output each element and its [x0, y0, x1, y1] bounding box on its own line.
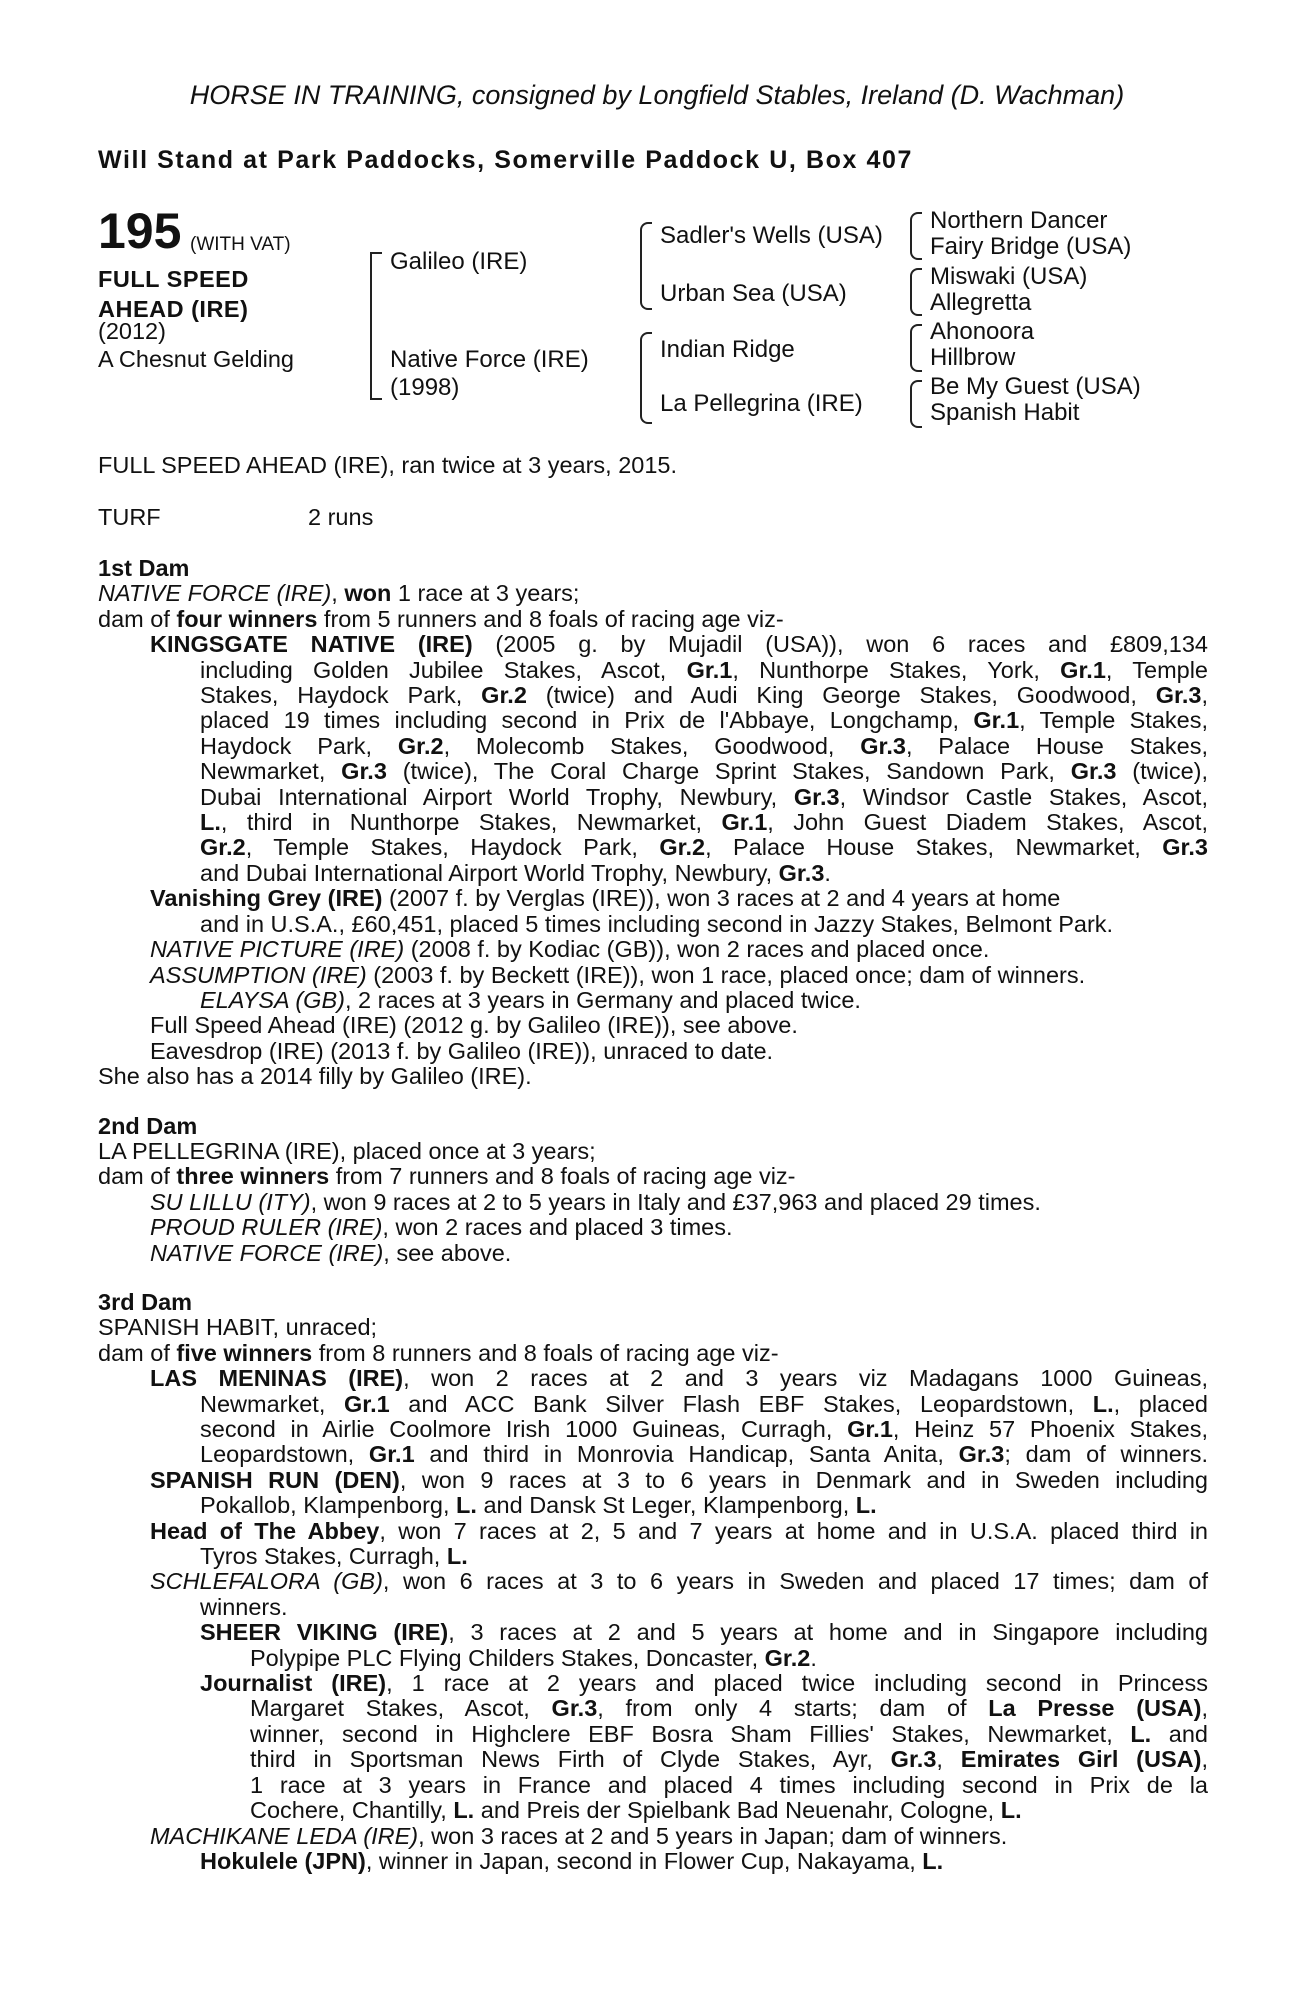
text: (2007 f. by Verglas (IRE)), won 3 races at 2 and 4 years at home [382, 885, 1061, 912]
grade: Gr.2 [481, 682, 527, 709]
grade: Gr.1 [343, 1390, 390, 1417]
produce-spanish-run [98, 1468, 1208, 1493]
horse-name: SCHLEFALORA (GB) [150, 1568, 383, 1595]
text: 1 race at 3 years; [391, 580, 580, 607]
dam1-produce-line [98, 607, 1208, 632]
grade: L. [1130, 1720, 1152, 1747]
text: , Temple Stakes, [1019, 707, 1209, 734]
text: third in Sportsman News Firth of Clyde Stakes, Ayr, [250, 1746, 891, 1773]
grade: Gr.2 [200, 834, 246, 861]
text: , [1201, 1695, 1208, 1722]
grade: Gr.3 [778, 859, 825, 886]
sire-dam: Urban Sea (USA) [660, 280, 847, 307]
grade: Gr.1 [847, 1416, 893, 1442]
grade: Gr.3 [341, 758, 387, 785]
dam-dam: La Pellegrina (IRE) [660, 390, 863, 417]
text: dam of [98, 1339, 177, 1366]
text: second in Airlie Coolmore Irish 1000 Guineas, Curragh, [200, 1416, 848, 1442]
horse-name: MACHIKANE LEDA (IRE) [150, 1822, 419, 1849]
produce-full-speed-ahead: Full Speed Ahead (IRE) (2012 g. by Galileo (IRE)), see above. [150, 1012, 798, 1039]
produce-journalist [98, 1671, 1208, 1696]
dam2-heading: 2nd Dam [98, 1112, 198, 1139]
pedigree-brace-dd [910, 380, 922, 428]
text: Tyros Stakes, Curragh, [200, 1543, 447, 1570]
text: , Temple [1105, 656, 1209, 683]
text: , Palace House Stakes, [905, 732, 1208, 759]
text-line [98, 1747, 1208, 1772]
dam3-line: SPANISH HABIT, unraced; [98, 1314, 378, 1341]
produce-native-force [98, 1241, 1208, 1266]
text: Leopardstown, [200, 1441, 369, 1468]
turf-label: TURF [98, 504, 161, 530]
produce-native-picture [98, 937, 1208, 962]
text: , Temple Stakes, Haydock Park, [245, 834, 660, 861]
text: three winners [176, 1163, 330, 1190]
text-line [98, 708, 1208, 733]
text: ; dam of winners. [1004, 1441, 1208, 1468]
stand-location: Will Stand at Park Paddocks, Somerville Paddock U, Box 407 [98, 146, 914, 174]
text: Polypipe PLC Flying Childers Stakes, Doncaster, [250, 1644, 765, 1671]
text: , won 2 races and placed 3 times. [382, 1214, 733, 1241]
text-line [98, 1544, 1208, 1569]
text-line [98, 785, 1208, 810]
pedigree-brace-dam [640, 332, 652, 424]
pedigree-brace-gen1 [370, 252, 382, 400]
produce-proud-ruler [98, 1215, 1208, 1240]
horse-name: NATIVE PICTURE (IRE) [150, 936, 405, 963]
text: , Windsor Castle Stakes, Ascot, [839, 783, 1208, 810]
text: , Nunthorpe Stakes, York, [732, 656, 1061, 683]
sd-sire: Miswaki (USA) [930, 263, 1088, 290]
text: (twice), [1116, 758, 1209, 785]
grade: Gr.1 [973, 707, 1020, 734]
text: from 5 runners and 8 foals of racing age viz- [317, 605, 784, 632]
text: from 8 runners and 8 foals of racing age viz- [312, 1339, 779, 1366]
text: (2008 f. by Kodiac (GB)), won 2 races and placed once. [404, 936, 990, 963]
text: (twice) and Audi King George Stakes, Goodwood, [526, 682, 1156, 709]
text: , won 9 races at 2 to 5 years in Italy and £37,963 and placed 29 times. [310, 1188, 1041, 1215]
text: Dubai International Airport World Trophy, Newbury, [200, 783, 794, 810]
text: , [936, 1746, 961, 1773]
ds-dam: Hillbrow [930, 344, 1016, 371]
grade: L. [1092, 1390, 1114, 1417]
grade: Gr.3 [958, 1441, 1005, 1468]
grade: Gr.3 [860, 732, 906, 759]
text: , Heinz 57 Phoenix Stakes, [892, 1416, 1208, 1442]
text: placed 19 times including second in Prix de l'Abbaye, Longchamp, [200, 707, 974, 734]
text-line [98, 1493, 1208, 1518]
dam1-line [98, 581, 1208, 606]
text: , won 7 races at 2, 5 and 7 years at home and in U.S.A. placed third in [379, 1517, 1208, 1544]
text: , Molecomb Stakes, Goodwood, [443, 732, 861, 759]
text: , won 9 races at 3 to 6 years in Denmark and in Sweden including [399, 1466, 1209, 1493]
turf-runs: 2 runs [308, 504, 374, 530]
catalogue-body [98, 556, 1208, 1874]
ss-sire: Northern Dancer [930, 207, 1108, 234]
text-line [98, 734, 1208, 759]
produce-elaysa [98, 988, 1208, 1013]
sire-sire: Sadler's Wells (USA) [660, 222, 883, 249]
text-line [98, 1646, 1208, 1671]
produce-hokulele [98, 1849, 1208, 1874]
horse-name-line2: AHEAD (IRE) [98, 296, 249, 322]
text-line [98, 759, 1208, 784]
pedigree-brace-ss [910, 212, 922, 260]
text-line [98, 810, 1208, 835]
text: (2003 f. by Beckett (IRE)), won 1 race, placed once; dam of winners. [366, 961, 1086, 988]
text: and ACC Bank Silver Flash EBF Stakes, Leopardstown, [389, 1390, 1093, 1417]
grade: Gr.2 [659, 834, 706, 861]
text-line [98, 1722, 1208, 1747]
produce-schlefalora [98, 1569, 1208, 1594]
text: . [810, 1644, 817, 1671]
horse-name: Vanishing Grey (IRE) [150, 885, 383, 912]
text-line [98, 1696, 1208, 1721]
text: Margaret Stakes, Ascot, [250, 1695, 552, 1722]
text: dam of [98, 1163, 177, 1190]
dam3-heading: 3rd Dam [98, 1288, 193, 1315]
dd-sire: Be My Guest (USA) [930, 373, 1141, 400]
sire: Galileo (IRE) [390, 248, 528, 275]
produce-eavesdrop: Eavesdrop (IRE) (2013 f. by Galileo (IRE)), unraced to date. [150, 1037, 774, 1064]
horse-name: NATIVE FORCE (IRE) [150, 1239, 384, 1266]
pedigree-brace-sd [910, 268, 922, 316]
text: from 7 runners and 8 foals of racing age viz- [329, 1163, 796, 1190]
horse-name: La Presse (USA) [988, 1695, 1202, 1722]
grade: Gr.1 [368, 1441, 415, 1468]
produce-assumption [98, 963, 1208, 988]
text-line [98, 861, 1208, 886]
dam1-heading: 1st Dam [98, 555, 190, 581]
grade: Gr.3 [1070, 758, 1117, 785]
consignment-line: HORSE IN TRAINING, consigned by Longfield Stables, Ireland (D. Wachman) [189, 80, 1125, 110]
horse-name: SHEER VIKING (IRE) [200, 1619, 449, 1646]
text: , from only 4 starts; dam of [597, 1695, 989, 1722]
dam-sire: Indian Ridge [660, 336, 795, 363]
horse-name: SU LILLU (ITY) [150, 1188, 311, 1215]
text: , see above. [383, 1239, 512, 1266]
grade: Gr.2 [397, 732, 444, 759]
grade: L. [446, 1543, 468, 1570]
horse-name [98, 264, 249, 324]
text: (2005 g. by Mujadil (USA)), won 6 races and £809,134 [472, 631, 1208, 658]
ss-dam: Fairy Bridge (USA) [930, 233, 1132, 260]
vat-note: (WITH VAT) [190, 234, 291, 255]
text-line: 1 race at 3 years in France and placed 4 times including second in Prix de la [250, 1771, 1208, 1798]
pedigree-brace-sire [640, 222, 652, 310]
text-line: winners. [200, 1593, 288, 1620]
dam2-line: LA PELLEGRINA (IRE), placed once at 3 years; [98, 1137, 596, 1164]
text: and [1151, 1720, 1208, 1747]
text: , won 3 races at 2 and 5 years in Japan; dam of winners. [418, 1822, 1008, 1849]
produce-las-meninas [98, 1366, 1208, 1391]
produce-kingsgate-native [98, 632, 1208, 657]
race-summary: FULL SPEED AHEAD (IRE), ran twice at 3 years, 2015. [98, 452, 678, 478]
text: and third in Monrovia Handicap, Santa Anita, [414, 1441, 959, 1468]
grade: L. [453, 1797, 475, 1824]
text: , 2 races at 3 years in Germany and placed twice. [344, 986, 861, 1013]
text: Newmarket, [200, 1390, 344, 1417]
lot-number: 195 [98, 203, 182, 259]
text-line [98, 658, 1208, 683]
text: Haydock Park, [200, 732, 398, 759]
grade: L. [855, 1492, 877, 1519]
text: , winner in Japan, second in Flower Cup, Nakayama, [365, 1847, 923, 1874]
text: Stakes, Haydock Park, [200, 682, 482, 709]
pedigree-brace-ds [910, 324, 922, 372]
text: , 1 race at 2 years and placed twice including second in Princess [386, 1670, 1208, 1697]
text: (twice), The Coral Charge Sprint Stakes, Sandown Park, [386, 758, 1071, 785]
dam-year: (1998) [390, 374, 460, 401]
horse-name: PROUD RULER (IRE) [150, 1214, 383, 1241]
grade: Gr.3 [1162, 834, 1208, 861]
text: and Dubai International Airport World Trophy, Newbury, [200, 859, 779, 886]
text-line [98, 1798, 1208, 1823]
text: , won 2 races at 2 and 3 years viz Madagans 1000 Guineas, [403, 1365, 1208, 1392]
text-line [98, 1392, 1208, 1417]
text: , third in Nunthorpe Stakes, Newmarket, [220, 809, 722, 836]
grade: L. [1000, 1797, 1022, 1824]
text: winner, second in Highclere EBF Bosra Sham Fillies' Stakes, Newmarket, [250, 1720, 1131, 1747]
text: dam of [98, 605, 177, 632]
text-line [98, 683, 1208, 708]
horse-name: SPANISH RUN (DEN) [150, 1466, 400, 1493]
grade: Gr.3 [551, 1695, 598, 1722]
horse-name: LAS MENINAS (IRE) [150, 1365, 404, 1392]
text-line [98, 1442, 1208, 1467]
text-line [98, 1417, 1208, 1442]
horse-name: ELAYSA (GB) [200, 986, 345, 1013]
grade: L. [922, 1847, 944, 1874]
text: , John Guest Diadem Stakes, Ascot, [767, 809, 1208, 836]
horse-description: A Chesnut Gelding [98, 346, 294, 372]
grade: Gr.3 [890, 1746, 937, 1773]
text: , Palace House Stakes, Newmarket, [705, 834, 1163, 861]
grade: Gr.1 [686, 656, 733, 683]
produce-head-of-the-abbey [98, 1519, 1208, 1544]
text: five winners [176, 1339, 313, 1366]
text: , 3 races at 2 and 5 years at home and in Singapore including [448, 1619, 1208, 1646]
dd-dam: Spanish Habit [930, 399, 1080, 426]
text: , [331, 580, 345, 607]
produce-vanishing-grey [98, 886, 1208, 911]
text: and Preis der Spielbank Bad Neuenahr, Cologne, [474, 1797, 1001, 1824]
text: and Dansk St Leger, Klampenborg, [476, 1492, 856, 1519]
horse-name: Hokulele (JPN) [200, 1847, 366, 1874]
text: , placed [1113, 1390, 1208, 1417]
text: four winners [176, 605, 318, 632]
grade: L. [456, 1492, 477, 1519]
text-line: and in U.S.A., £60,451, placed 5 times including second in Jazzy Stakes, Belmont Park. [200, 910, 1114, 937]
text: , won 6 races at 3 to 6 years in Sweden and placed 17 times; dam of [382, 1568, 1208, 1595]
produce-machikane-leda [98, 1824, 1208, 1849]
text: Newmarket, [200, 758, 342, 785]
text: , [1201, 1746, 1208, 1773]
grade: Gr.1 [721, 809, 768, 836]
text: Pokallob, Klampenborg, [200, 1492, 457, 1519]
horse-name: Head of The Abbey [150, 1517, 380, 1544]
grade: Gr.1 [1060, 656, 1106, 683]
text: including Golden Jubilee Stakes, Ascot, [200, 656, 687, 683]
sd-dam: Allegretta [930, 289, 1032, 316]
text: won [344, 580, 392, 607]
text: . [824, 859, 831, 886]
horse-name: ASSUMPTION (IRE) [150, 961, 367, 988]
dam: Native Force (IRE) [390, 346, 589, 373]
dam1-also: She also has a 2014 filly by Galileo (IRE). [98, 1063, 532, 1090]
dam3-produce-line [98, 1341, 1208, 1366]
ds-sire: Ahonoora [930, 318, 1035, 345]
dam2-produce-line [98, 1164, 1208, 1189]
grade: Gr.2 [764, 1644, 811, 1671]
horse-name-line1: FULL SPEED [98, 266, 249, 292]
horse-name: KINGSGATE NATIVE (IRE) [150, 631, 473, 658]
horse-name: Emirates Girl (USA) [960, 1746, 1202, 1773]
dam1-name: NATIVE FORCE (IRE) [98, 580, 332, 607]
grade: Gr.3 [793, 783, 840, 810]
produce-su-lillu [98, 1190, 1208, 1215]
text: Cochere, Chantilly, [250, 1797, 454, 1824]
foaling-year: (2012) [98, 318, 166, 344]
produce-sheer-viking [98, 1620, 1208, 1645]
text: , [1201, 682, 1208, 709]
horse-name: Journalist (IRE) [200, 1670, 387, 1697]
grade: L. [200, 809, 221, 836]
text-line [98, 835, 1208, 860]
grade: Gr.3 [1155, 682, 1202, 709]
